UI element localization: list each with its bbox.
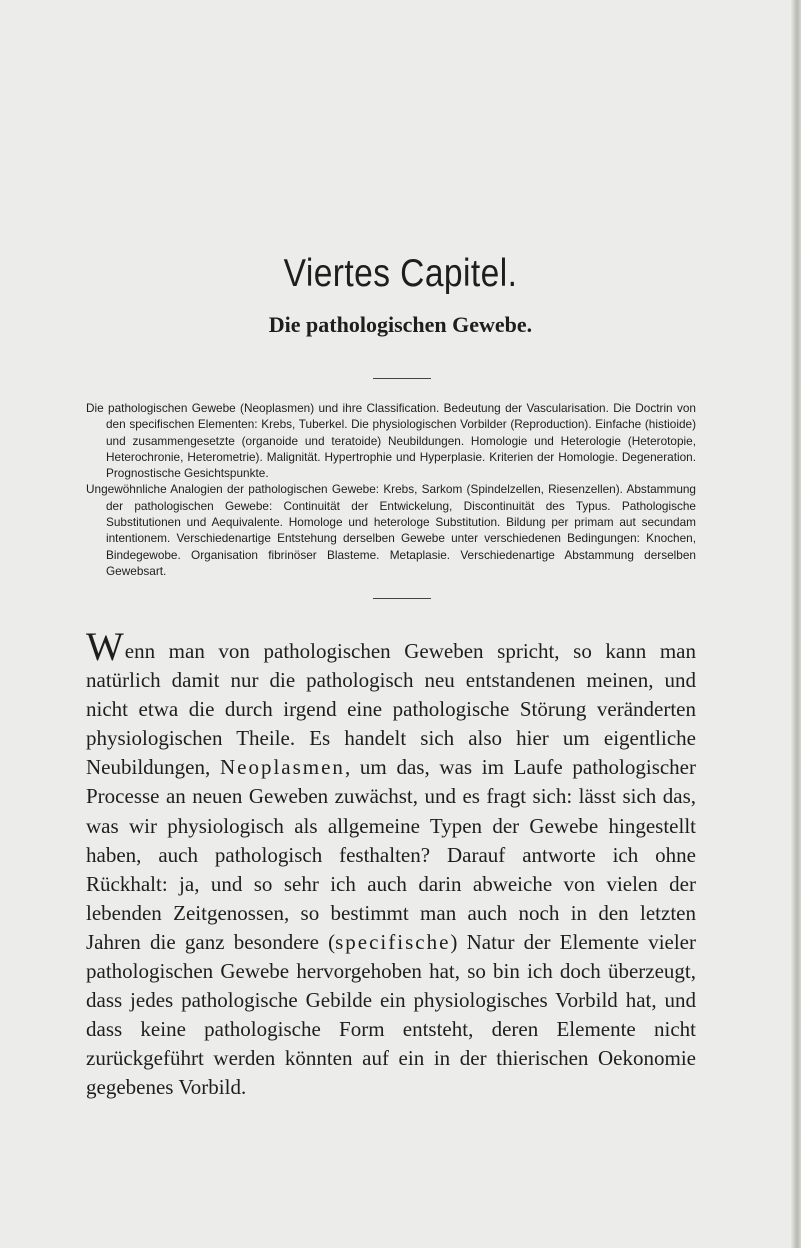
body-text-part: enn man von pathologischen Geweben spricht, so kann man natürlich damit nur die pathologisch neu entstandenen meinen, und nicht etwa die durch irgend eine pathologische Störung veränderten physiologischen Theile. Es handelt sich also hier um eigentliche Neubildungen, <box>86 639 696 780</box>
body-paragraph <box>86 624 696 1103</box>
divider-top <box>373 378 431 379</box>
emphasis-specifische: specifische <box>335 929 451 954</box>
page-edge <box>791 0 801 1248</box>
divider-bottom <box>373 598 431 599</box>
chapter-title: Viertes Capitel. <box>283 252 518 295</box>
drop-cap: W <box>86 624 124 669</box>
emphasis-neoplasmen: Neoplasmen <box>219 755 345 780</box>
summary-paragraph: Ungewöhnliche Analogien der pathologischen Gewebe: Krebs, Sarkom (Spindelzellen, Riesenzellen). Abstammung der pathologischen Gewebe: Continuität der Entwickelung, Discontinuität des Typus. Pathologische Substitutionen und Aequivalente. Homologe und heterologe Substitution. Bildung per primam aut secundam intentionem. Verschiedenartige Entstehung derselben Gewebe unter verschiedenen Bedingungen: Knochen, Bindegewobe. Organisation fibrinöser Blasteme. Metaplasie. Verschiedenartige Abstammung derselben Gewebsart. <box>86 482 696 578</box>
body-text-part: ) Natur der Elemente vieler pathologischen Gewebe hervorgehoben hat, so bin ich doch überzeugt, dass jedes pathologische Gebilde ein physiologisches Vorbild hat, und dass keine pathologische Form entsteht, deren Elemente nicht zurückgeführt werden könnten auf ein in der thierischen Oekonomie gegebenes Vorbild. <box>86 929 696 1100</box>
body-text-part: , um das, was im Laufe pathologischer Processe an neuen Geweben zuwächst, und es fragt sich: lässt sich das, was wir physiologisch als allgemeine Typen der Gewebe hingestellt haben, auch pathologisch festhalten? Darauf antworte ich ohne Rückhalt: ja, und so sehr ich auch darin abweiche von vielen der lebenden Zeitgenossen, so bestimmt man auch noch in den letzten Jahren die ganz besondere ( <box>86 755 696 954</box>
chapter-summary <box>86 400 696 579</box>
summary-paragraph: Die pathologischen Gewebe (Neoplasmen) und ihre Classification. Bedeutung der Vascularisation. Die Doctrin von den specifischen Elementen: Krebs, Tuberkel. Die physiologischen Vorbilder (Reproduction). Einfache (histioide) und zusammengesetzte (organoide und teratoide) Neubildungen. Homologie und Heterologie (Heterotopie, Heterochronie, Heterometrie). Malignität. Hypertrophie und Hyperplasie. Kriterien der Homologie. Degeneration. Prognostische Gesichtspunkte. <box>86 401 696 481</box>
chapter-subtitle: Die pathologischen Gewebe. <box>268 312 533 337</box>
